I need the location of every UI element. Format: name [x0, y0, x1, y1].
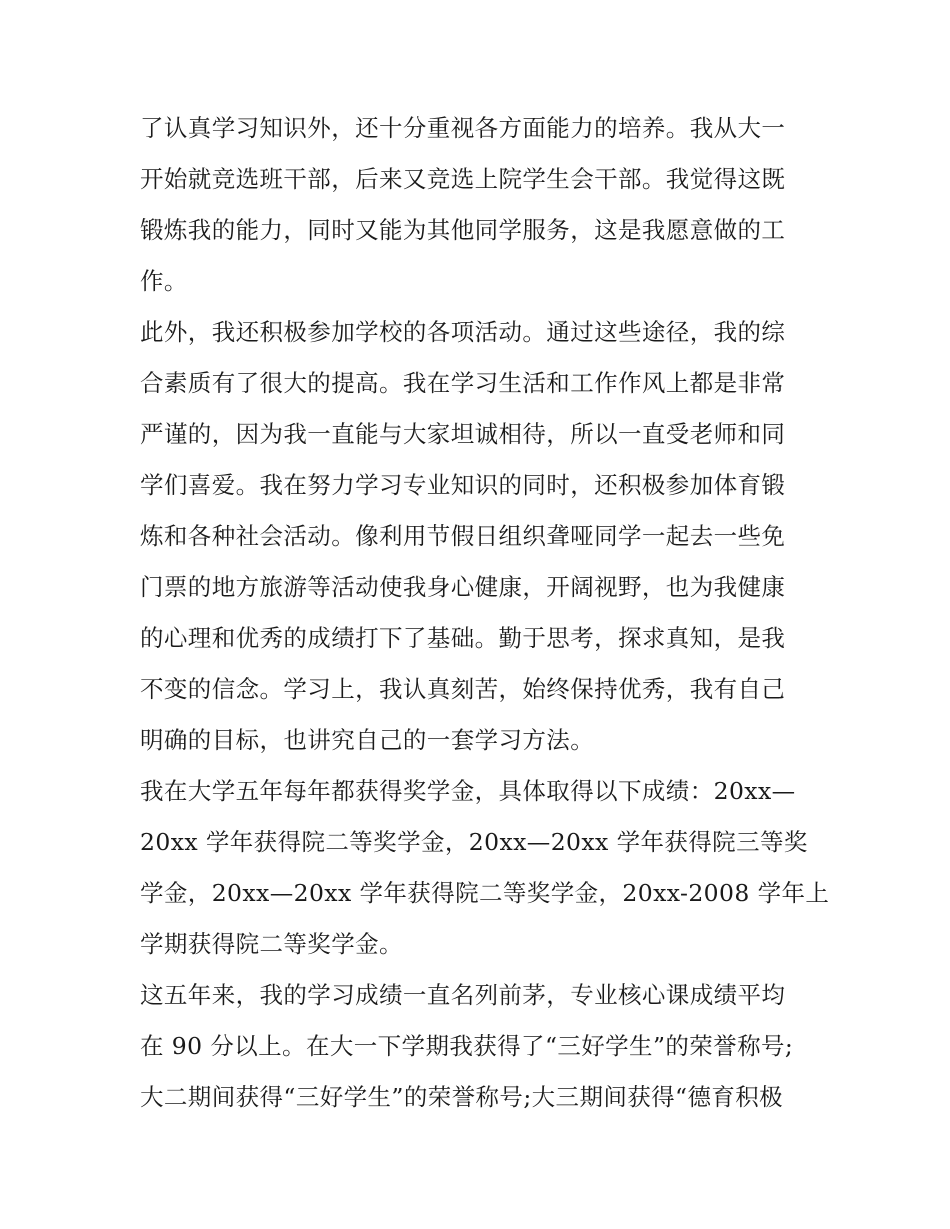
text-line: 大二期间获得“三好学生”的荣誉称号;大三期间获得“德育积极: [140, 1083, 784, 1111]
document-body-text: [140, 103, 830, 1123]
text-line: 严谨的，因为我一直能与大家坦诚相待，所以一直受老师和同: [140, 420, 786, 448]
text-line: 不变的信念。学习上，我认真刻苦，始终保持优秀，我有自己: [140, 675, 786, 703]
text-line: 炼和各种社会活动。像利用节假日组织聋哑同学一起去一些免: [140, 522, 786, 550]
text-line: 20xx 学年获得院二等奖学金，20xx—20xx 学年获得院三等奖: [140, 828, 808, 856]
text-line: 在 90 分以上。在大一下学期我获得了“三好学生”的荣誉称号;: [140, 1032, 794, 1060]
text-line: 的心理和优秀的成绩打下了基础。勤于思考，探求真知，是我: [140, 624, 786, 652]
text-line: 作。: [140, 267, 188, 295]
text-line: 合素质有了很大的提高。我在学习生活和工作作风上都是非常: [140, 369, 786, 397]
text-line: 学金，20xx—20xx 学年获得院二等奖学金，20xx-2008 学年上: [140, 879, 830, 907]
text-line: 这五年来，我的学习成绩一直名列前茅，专业核心课成绩平均: [140, 981, 786, 1009]
text-line: 开始就竞选班干部，后来又竞选上院学生会干部。我觉得这既: [140, 165, 786, 193]
text-line: 门票的地方旅游等活动使我身心健康，开阔视野，也为我健康: [140, 573, 786, 601]
text-line: 学们喜爱。我在努力学习专业知识的同时，还积极参加体育锻: [140, 471, 786, 499]
text-line: 我在大学五年每年都获得奖学金，具体取得以下成绩：20xx—: [140, 777, 796, 805]
text-line: 锻炼我的能力，同时又能为其他同学服务，这是我愿意做的工: [140, 216, 786, 244]
text-line: 此外，我还积极参加学校的各项活动。通过这些途径，我的综: [140, 318, 786, 346]
text-line: 明确的目标，也讲究自己的一套学习方法。: [140, 726, 595, 754]
text-line: 学期获得院二等奖学金。: [140, 930, 403, 958]
text-line: 了认真学习知识外，还十分重视各方面能力的培养。我从大一: [140, 114, 786, 142]
